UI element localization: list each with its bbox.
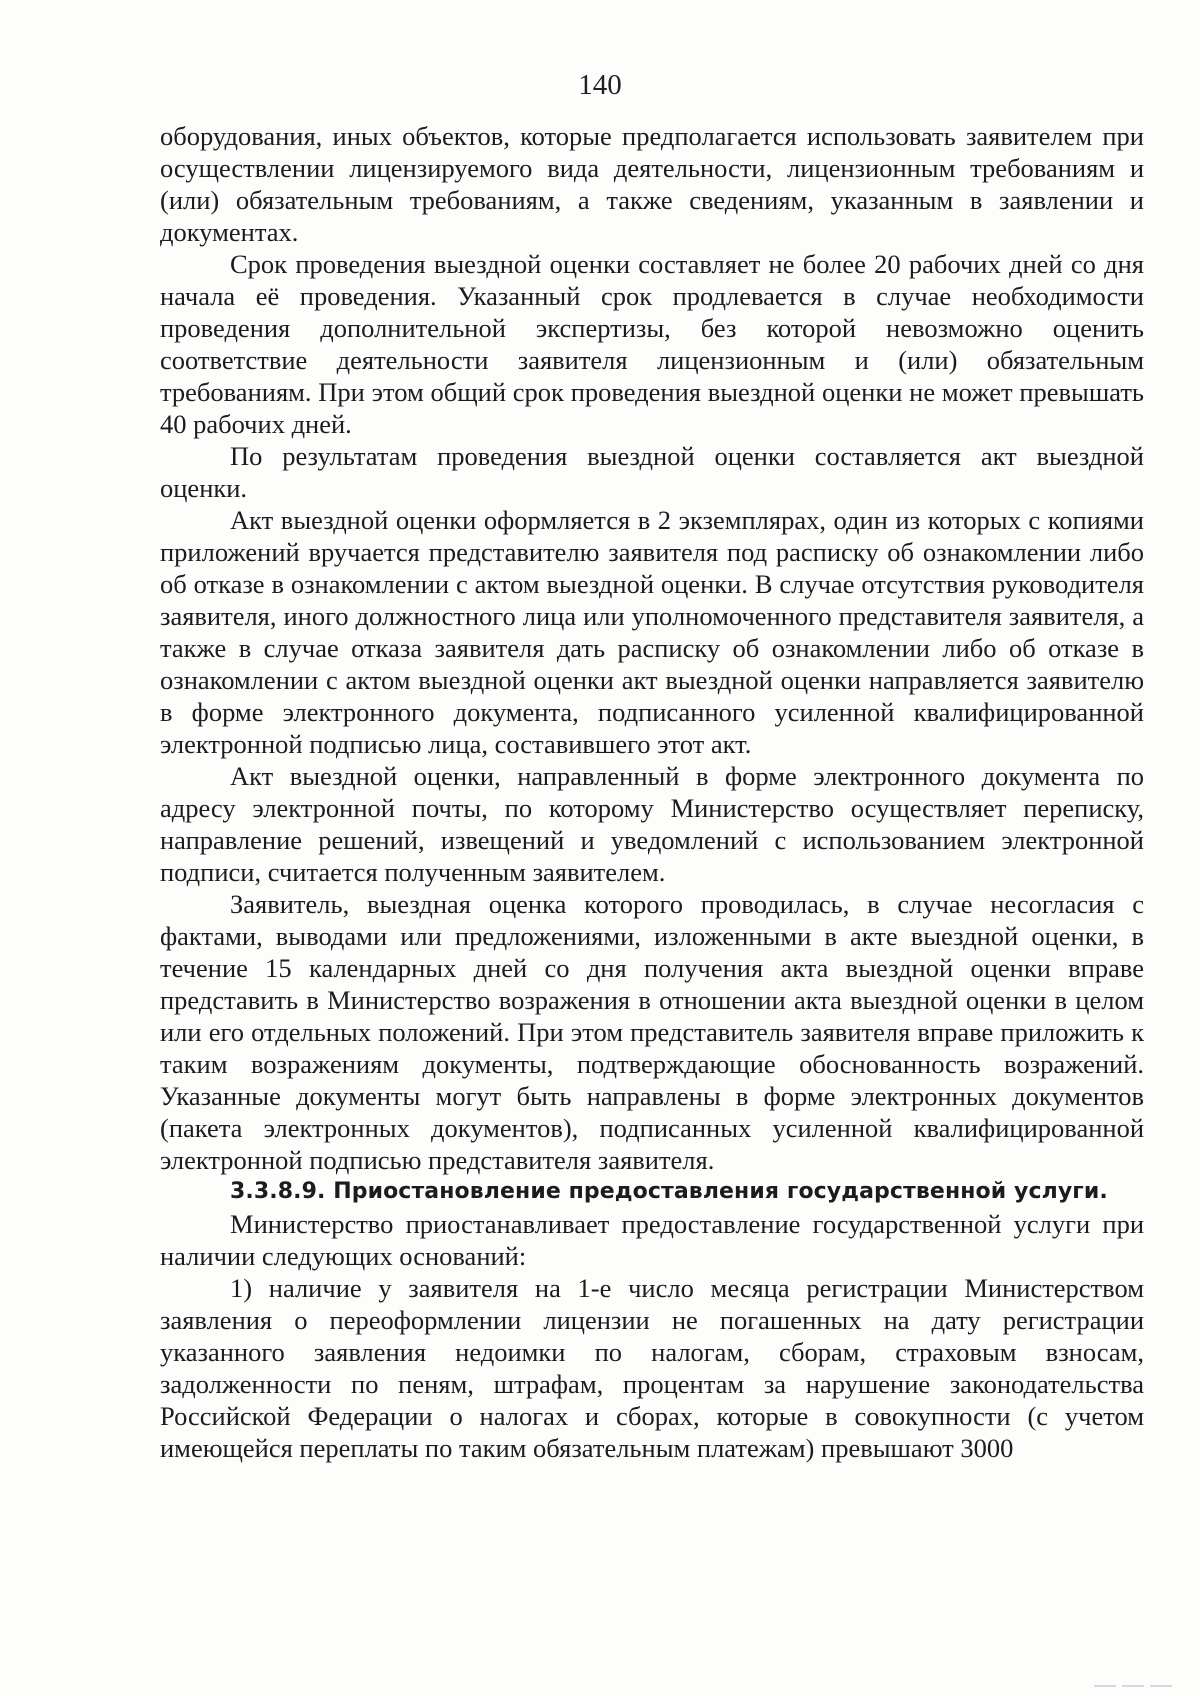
document-body — [160, 120, 1144, 1464]
section-heading: 3.3.8.9. Приостановление предоставления государственной услуги. — [230, 1179, 1108, 1204]
paragraph-assessment-term: Срок проведения выездной оценки составляет не более 20 рабочих дней со дня начала её проведения. Указанный срок продлевается в случае необходимости проведения дополнительной экспертизы, без которой невозможно оценить соответствие деятельности заявителя лицензионным и (или) обязательным требованиям. При этом общий срок проведения выездной оценки не может превышать 40 рабочих дней. — [160, 249, 1144, 439]
page-number: 140 — [578, 69, 622, 101]
paragraph-act-copies: Акт выездной оценки оформляется в 2 экземплярах, один из которых с копиями приложений вручается представителю заявителя под расписку об ознакомлении либо об отказе в ознакомлении с актом выездной оценки. В случае отсутствия руководителя заявителя, иного должностного лица или уполномоченного представителя заявителя, а также в случае отказа заявителя дать расписку об ознакомлении либо об отказе в ознакомлении с актом выездной оценки акт выездной оценки направляется заявителю в форме электронного документа, подписанного усиленной квалифицированной электронной подписью лица, составившего этот акт. — [160, 505, 1144, 759]
paragraph-electronic-act: Акт выездной оценки, направленный в форме электронного документа по адресу электронной почты, по которому Министерство осуществляет переписку, направление решений, извещений и уведомлений с использованием электронной подписи, считается полученным заявителем. — [160, 761, 1144, 887]
scan-edge-marks — [1088, 1674, 1178, 1678]
paragraph-continuation: оборудования, иных объектов, которые предполагается использовать заявителем при осуществлении лицензируемого вида деятельности, лицензионным требованиям и (или) обязательным требованиям, а также сведениям, указанным в заявлении и документах. — [160, 121, 1144, 247]
paragraph-suspension-intro: Министерство приостанавливает предоставление государственной услуги при наличии следующих оснований: — [160, 1209, 1144, 1271]
list-item-1: 1) наличие у заявителя на 1-е число месяца регистрации Министерством заявления о переоформлении лицензии не погашенных на дату регистрации указанного заявления недоимки по налогам, сборам, страховым взносам, задолженности по пеням, штрафам, процентам за нарушение законодательства Российской Федерации о налогах и сборах, которые в совокупности (с учетом имеющейся переплаты по таким обязательным платежам) превышают 3000 — [160, 1273, 1144, 1463]
paragraph-objections: Заявитель, выездная оценка которого проводилась, в случае несогласия с фактами, выводами или предложениями, изложенными в акте выездной оценки, в течение 15 календарных дней со дня получения акта выездной оценки вправе представить в Министерство возражения в отношении акта выездной оценки в целом или его отдельных положений. При этом представитель заявителя вправе приложить к таким возражениям документы, подтверждающие обоснованность возражений. Указанные документы могут быть направлены в форме электронных документов (пакета электронных документов), подписанных усиленной квалифицированной электронной подписью представителя заявителя. — [160, 889, 1144, 1175]
paragraph-assessment-act: По результатам проведения выездной оценки составляется акт выездной оценки. — [160, 441, 1144, 503]
